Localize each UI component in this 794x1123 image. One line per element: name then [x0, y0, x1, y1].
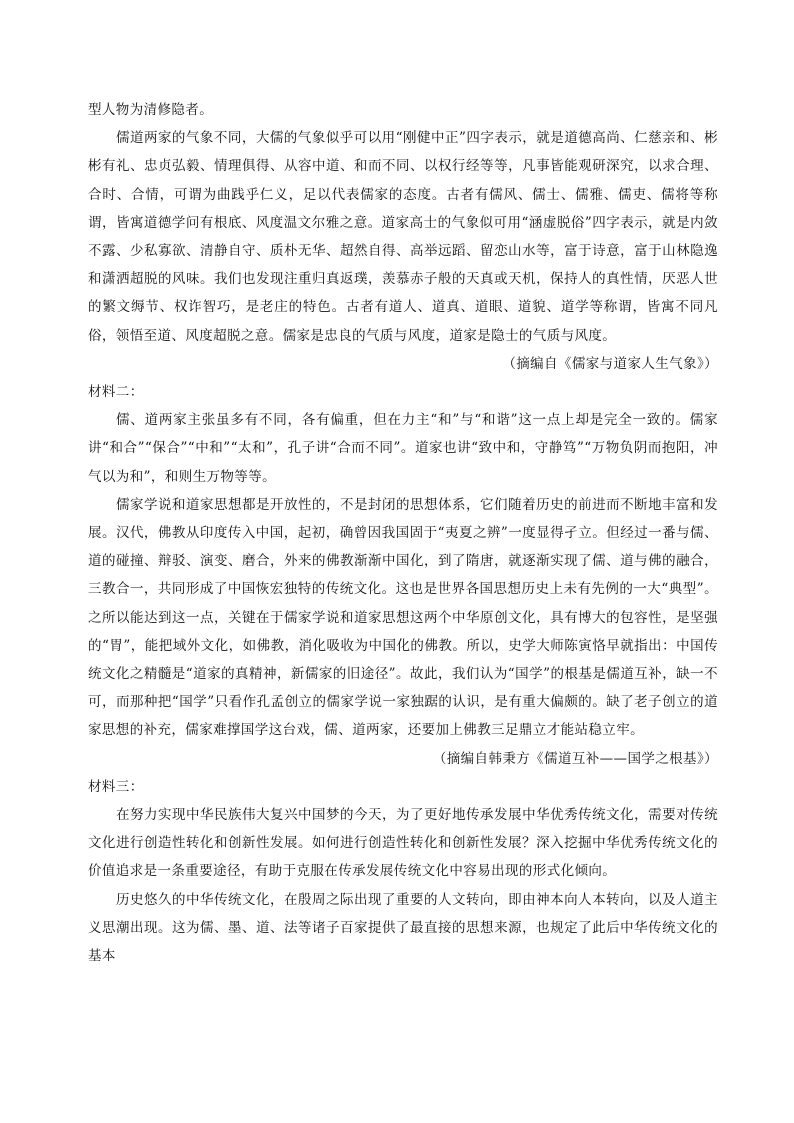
paragraph-harmony: 儒、道两家主张虽多有不同，各有偏重，但在力主“和”与“和谐”这一点上却是完全一致的。儒家讲“和合”“保合”“中和”“太和”，孔子讲“合而不同”。道家也讲“致中和，守静笃”“万物负阴而抱阳，冲气以为和”，和则生万物等等。 — [88, 412, 718, 485]
source-citation-1: （摘编自《儒家与道家人生气象》） — [502, 355, 718, 372]
document-page — [88, 96, 718, 970]
paragraph-continuation: 型人物为清修隐者。 — [88, 102, 214, 118]
paragraph-history: 历史悠久的中华传统文化，在殷周之际出现了重要的人文转向，即由神本向人本转向，以及人道主义思潮出现。这为儒、墨、道、法等诸子百家提供了最直接的思想来源，也规定了此后中华传统文化的基本 — [88, 891, 718, 965]
paragraph-innovation: 在努力实现中华民族伟大复兴中国梦的今天，为了更好地传承发展中华优秀传统文化，需要对传统文化进行创造性转化和创新性发展。如何进行创造性转化和创新性发展？深入挖掘中华优秀传统文化的价值追求是一条重要途径，有助于克服在传承发展传统文化中容易出现的形式化倾向。 — [88, 807, 718, 880]
paragraph-openness: 儒家学说和道家思想都是开放性的，不是封闭的思想体系，它们随着历史的前进而不断地丰富和发展。汉代，佛教从印度传入中国，起初，确曾因我国固于“夷夏之辨”一度显得孑立。但经过一番与儒、道的碰撞、辩驳、演变、磨合，外来的佛教渐渐中国化，到了隋唐，就逐渐实现了儒、道与佛的融合，三教合一，共同形成了中国恢宏独特的传统文化。这也是世界各国思想历史上未有先例的一大“典型”。之所以能达到这一点，关键在于儒家学说和道家思想这两个中华原创文化，具有博大的包容性，是坚强的“胃”，能把域外文化，如佛教，消化吸收为中国化的佛教。所以，史学大师陈寅恪早就指出：中国传统文化之精髓是“道家的真精神，新儒家的旧途径”。故此，我们认为“国学”的根基是儒道互补，缺一不可，而那种把“国学”只看作孔孟创立的儒家学说一家独踞的认识，是有重大偏颇的。缺了老子创立的道家思想的补充，儒家难撑国学这台戏，儒、道两家，还要加上佛教三足鼎立才能站稳立牢。 — [88, 496, 718, 739]
material-3-heading: 材料三： — [88, 778, 144, 795]
paragraph-ru-dao-qixiang: 儒道两家的气象不同，大儒的气象似乎可以用“刚健中正”四字表示，就是道德高尚、仁慈亲和、彬彬有礼、忠贞弘毅、情理俱得、从容中道、和而不同、以权行经等等，凡事皆能观研深究，以求合理、合时、合情，可谓为曲践乎仁义，足以代表儒家的态度。古者有儒风、儒士、儒雅、儒吏、儒将等称谓，皆寓道德学问有根底、风度温文尔雅之意。道家高士的气象似可用“涵虚脱俗”四字表示，就是内敛不露、少私寡欲、清静自守、质朴无华、超然自得、高举远蹈、留恋山水等，富于诗意，富于山林隐逸和潇洒超脱的风味。我们也发现注重归真返璞，羡慕赤子般的天真或天机，保持人的真性情，厌恶人世的繁文缛节、权诈智巧，是老庄的特色。古者有道人、道真、道眼、道貌、道学等称谓，皆寓不同凡俗，领悟至道、风度超脱之意。儒家是忠良的气质与风度，道家是隐士的气质与风度。 — [88, 130, 718, 344]
material-2-heading: 材料二： — [88, 384, 144, 401]
source-citation-2: （摘编自韩秉方《儒道互补——国学之根基》） — [432, 750, 718, 767]
